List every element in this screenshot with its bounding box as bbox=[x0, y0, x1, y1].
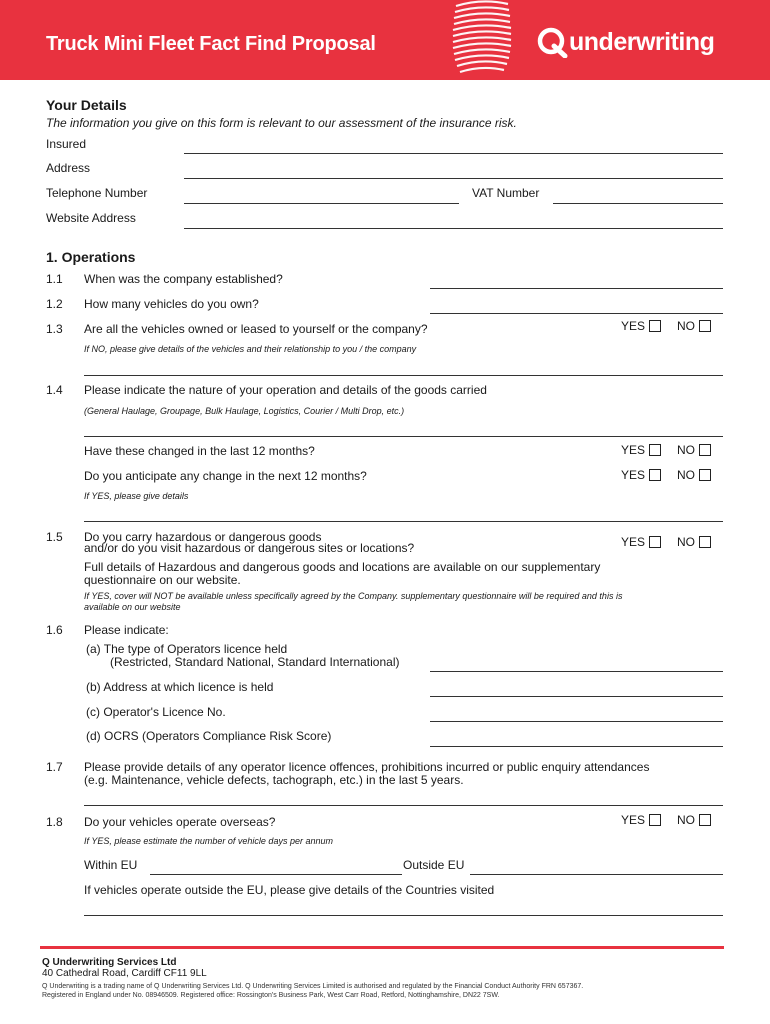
q1-7-number: 1.7 bbox=[46, 760, 63, 774]
q1-6-c-text: (c) Operator's Licence No. bbox=[86, 705, 226, 719]
q1-4-changed-yes-no bbox=[621, 443, 711, 457]
q1-8-note: If YES, please estimate the number of vehicle days per annum bbox=[84, 836, 333, 846]
q1-8-yes-no bbox=[621, 813, 711, 827]
decorative-stripes-icon bbox=[452, 0, 512, 80]
checkbox-icon[interactable] bbox=[699, 444, 711, 456]
address-label: Address bbox=[46, 161, 91, 175]
vat-label: VAT Number bbox=[472, 186, 540, 200]
details-intro: The information you give on this form is relevant to our assessment of the insurance risk. bbox=[46, 116, 517, 130]
q1-6-c-field[interactable] bbox=[430, 721, 723, 722]
q1-7-line2: (e.g. Maintenance, vehicle defects, tachograph, etc.) in the last 5 years. bbox=[84, 773, 464, 787]
vat-field[interactable] bbox=[553, 203, 723, 204]
q1-5-full1: Full details of Hazardous and dangerous goods and locations are available on our supplementary bbox=[84, 560, 601, 574]
outside-eu-label: Outside EU bbox=[403, 858, 465, 872]
page-header bbox=[0, 0, 770, 80]
q1-3-note: If NO, please give details of the vehicles and their relationship to you / the company bbox=[84, 344, 417, 354]
footer-company: Q Underwriting Services Ltd bbox=[42, 957, 177, 968]
footer-address: 40 Cathedral Road, Cardiff CF11 9LL bbox=[42, 968, 207, 979]
within-eu-field[interactable] bbox=[150, 874, 402, 875]
your-details-heading: Your Details bbox=[46, 97, 127, 113]
q1-4-anticipate-yes-no bbox=[621, 468, 711, 482]
yes-label: YES bbox=[621, 319, 646, 333]
q1-4-anticipate-text: Do you anticipate any change in the next 12 months? bbox=[84, 469, 367, 483]
q1-4-if-yes: If YES, please give details bbox=[84, 491, 189, 501]
q1-6-a-field[interactable] bbox=[430, 671, 723, 672]
q1-2-text: How many vehicles do you own? bbox=[84, 297, 259, 311]
q1-1-text: When was the company established? bbox=[84, 272, 283, 286]
no-label: NO bbox=[677, 468, 696, 482]
checkbox-icon[interactable] bbox=[699, 320, 711, 332]
q1-4-number: 1.4 bbox=[46, 383, 63, 397]
no-label: NO bbox=[677, 443, 696, 457]
checkbox-icon[interactable] bbox=[649, 814, 661, 826]
footer-divider bbox=[40, 946, 724, 949]
telephone-label: Telephone Number bbox=[46, 186, 148, 200]
q1-6-b-text: (b) Address at which licence is held bbox=[86, 680, 274, 694]
website-label: Website Address bbox=[46, 211, 136, 225]
q1-3-field[interactable] bbox=[84, 375, 723, 376]
checkbox-icon[interactable] bbox=[699, 469, 711, 481]
q1-6-d-field[interactable] bbox=[430, 746, 723, 747]
yes-label: YES bbox=[621, 443, 646, 457]
website-field[interactable] bbox=[184, 228, 723, 229]
q1-5-line2: and/or do you visit hazardous or dangerous sites or locations? bbox=[84, 541, 415, 555]
q1-5-line1: Do you carry hazardous or dangerous goods bbox=[84, 530, 322, 544]
operations-heading: 1. Operations bbox=[46, 249, 136, 265]
q1-8-text: Do your vehicles operate overseas? bbox=[84, 815, 276, 829]
countries-field[interactable] bbox=[84, 915, 723, 916]
countries-text: If vehicles operate outside the EU, please give details of the Countries visited bbox=[84, 883, 495, 897]
q1-4-text: Please indicate the nature of your operation and details of the goods carried bbox=[84, 383, 487, 397]
q1-6-a-line1: (a) The type of Operators licence held bbox=[86, 642, 288, 656]
insured-field[interactable] bbox=[184, 153, 723, 154]
checkbox-icon[interactable] bbox=[649, 536, 661, 548]
yes-label: YES bbox=[621, 468, 646, 482]
q1-4-details-field[interactable] bbox=[84, 521, 723, 522]
q1-6-text: Please indicate: bbox=[84, 623, 169, 637]
q1-4-note: (General Haulage, Groupage, Bulk Haulage, Logistics, Courier / Multi Drop, etc.) bbox=[84, 406, 405, 416]
telephone-field[interactable] bbox=[184, 203, 459, 204]
q1-6-number: 1.6 bbox=[46, 623, 63, 637]
q1-7-line1: Please provide details of any operator licence offences, prohibitions incurred or public enquiry attendances bbox=[84, 760, 650, 774]
no-label: NO bbox=[677, 319, 696, 333]
q1-6-b-field[interactable] bbox=[430, 696, 723, 697]
checkbox-icon[interactable] bbox=[699, 536, 711, 548]
q1-6-a-line2: (Restricted, Standard National, Standard International) bbox=[110, 655, 400, 669]
q1-5-warning2: available on our website bbox=[84, 602, 181, 612]
q-logo-icon bbox=[536, 26, 568, 58]
checkbox-icon[interactable] bbox=[649, 444, 661, 456]
logo-text: underwriting bbox=[569, 28, 715, 56]
insured-label: Insured bbox=[46, 137, 87, 151]
q1-3-text: Are all the vehicles owned or leased to yourself or the company? bbox=[84, 322, 428, 336]
q1-4-changed-text: Have these changed in the last 12 months? bbox=[84, 444, 315, 458]
yes-label: YES bbox=[621, 535, 646, 549]
q1-5-full2: questionnaire on our website. bbox=[84, 573, 241, 587]
outside-eu-field[interactable] bbox=[470, 874, 723, 875]
page-title: Truck Mini Fleet Fact Find Proposal bbox=[46, 33, 376, 55]
checkbox-icon[interactable] bbox=[649, 320, 661, 332]
within-eu-label: Within EU bbox=[84, 858, 138, 872]
q1-3-yes-no bbox=[621, 319, 711, 333]
q1-1-number: 1.1 bbox=[46, 272, 63, 286]
q1-1-field[interactable] bbox=[430, 288, 723, 289]
footer-legal-1: Q Underwriting is a trading name of Q Underwriting Services Ltd. Q Underwriting Services Limited is authorised and regulated by the Financial Conduct Authority FRN 657367. bbox=[42, 983, 584, 990]
address-field[interactable] bbox=[184, 178, 723, 179]
q1-3-number: 1.3 bbox=[46, 322, 63, 336]
company-logo bbox=[536, 24, 714, 60]
checkbox-icon[interactable] bbox=[649, 469, 661, 481]
yes-label: YES bbox=[621, 813, 646, 827]
q1-4-field[interactable] bbox=[84, 436, 723, 437]
no-label: NO bbox=[677, 813, 696, 827]
q1-5-number: 1.5 bbox=[46, 530, 63, 544]
q1-6-d-text: (d) OCRS (Operators Compliance Risk Score) bbox=[86, 729, 332, 743]
q1-7-field[interactable] bbox=[84, 805, 723, 806]
q1-2-field[interactable] bbox=[430, 313, 723, 314]
q1-5-yes-no bbox=[621, 535, 711, 549]
q1-2-number: 1.2 bbox=[46, 297, 63, 311]
no-label: NO bbox=[677, 535, 696, 549]
checkbox-icon[interactable] bbox=[699, 814, 711, 826]
q1-8-number: 1.8 bbox=[46, 815, 63, 829]
q1-5-warning1: If YES, cover will NOT be available unless specifically agreed by the Company. supplementary questionnaire will be required and this is bbox=[84, 591, 623, 601]
footer-legal-2: Registered in England under No. 08946509. Registered office: Rossington's Business Park, West Carr Road, Retford, Nottinghamshire, DN22 7SW. bbox=[42, 992, 500, 999]
